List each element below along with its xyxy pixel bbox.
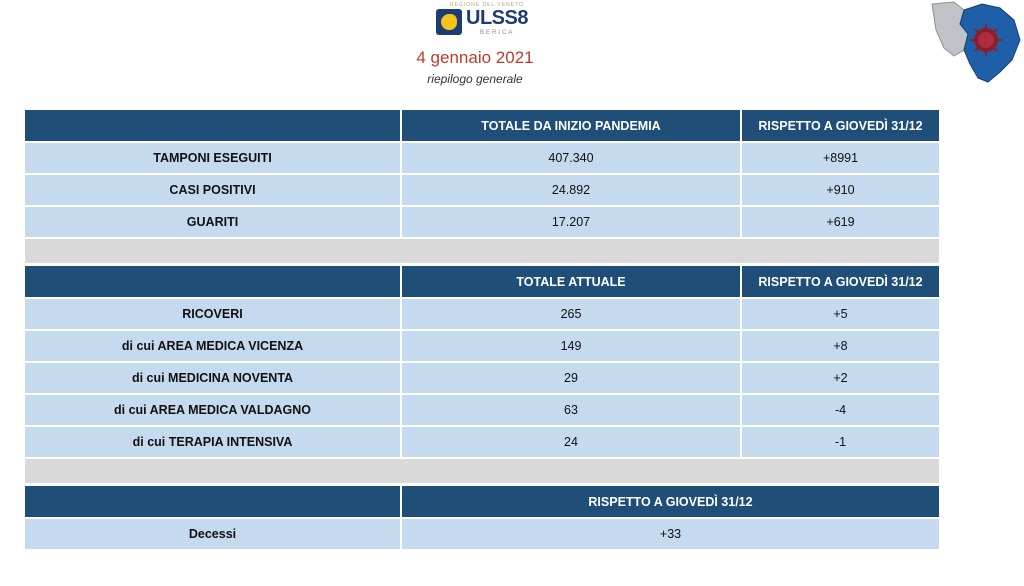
table2-row-label: di cui AREA MEDICA VALDAGNO: [25, 395, 400, 425]
table1-row-label: TAMPONI ESEGUITI: [25, 143, 400, 173]
page-subtitle: riepilogo generale: [427, 72, 523, 86]
table2-row-delta: -4: [740, 395, 939, 425]
table1-row-total: 407.340: [400, 143, 740, 173]
table1-row-label: CASI POSITIVI: [25, 175, 400, 205]
table2-row-delta: +5: [740, 299, 939, 329]
table2-row-total: 149: [400, 331, 740, 361]
table1-row-label: GUARITI: [25, 207, 400, 237]
table2-row-delta: +2: [740, 363, 939, 393]
table2-header-empty: [25, 266, 400, 297]
lion-emblem-icon: [436, 9, 462, 35]
table2-header-delta: RISPETTO A GIOVEDÌ 31/12: [740, 266, 939, 297]
table2-row-total: 29: [400, 363, 740, 393]
table2-row-label: di cui TERAPIA INTENSIVA: [25, 427, 400, 457]
table2-row-delta: +8: [740, 331, 939, 361]
table2-row-total: 265: [400, 299, 740, 329]
table3-header-empty: [25, 486, 400, 517]
page-date: 4 gennaio 2021: [416, 48, 534, 67]
table1-header-total: TOTALE DA INIZIO PANDEMIA: [400, 110, 740, 141]
table1-row-delta: +619: [740, 207, 939, 237]
table-pandemia: [25, 110, 939, 263]
veneto-map-icon: [924, 0, 1024, 96]
table1-row-delta: +8991: [740, 143, 939, 173]
table2-row-label: di cui MEDICINA NOVENTA: [25, 363, 400, 393]
brand-name: ULSS8: [466, 7, 528, 29]
table1-row-total: 24.892: [400, 175, 740, 205]
table2-row-total: 63: [400, 395, 740, 425]
table3-row-delta: +33: [400, 519, 939, 549]
table1-header-empty: [25, 110, 400, 141]
table3-header-delta: RISPETTO A GIOVEDÌ 31/12: [400, 486, 939, 517]
table-separator: [25, 459, 939, 483]
table2-header-total: TOTALE ATTUALE: [400, 266, 740, 297]
ulss8-logo: [436, 2, 526, 38]
table2-row-label: RICOVERI: [25, 299, 400, 329]
table2-row-delta: -1: [740, 427, 939, 457]
table2-row-total: 24: [400, 427, 740, 457]
table1-row-delta: +910: [740, 175, 939, 205]
table1-header-delta: RISPETTO A GIOVEDÌ 31/12: [740, 110, 939, 141]
table-decessi: [25, 486, 939, 549]
table-separator: [25, 239, 939, 263]
table1-row-total: 17.207: [400, 207, 740, 237]
table-ricoveri: [25, 266, 939, 483]
table2-row-label: di cui AREA MEDICA VICENZA: [25, 331, 400, 361]
region-label: REGIONE DEL VENETO: [450, 2, 524, 8]
table3-row-label: Decessi: [25, 519, 400, 549]
brand-sub: BERICA: [480, 30, 515, 36]
